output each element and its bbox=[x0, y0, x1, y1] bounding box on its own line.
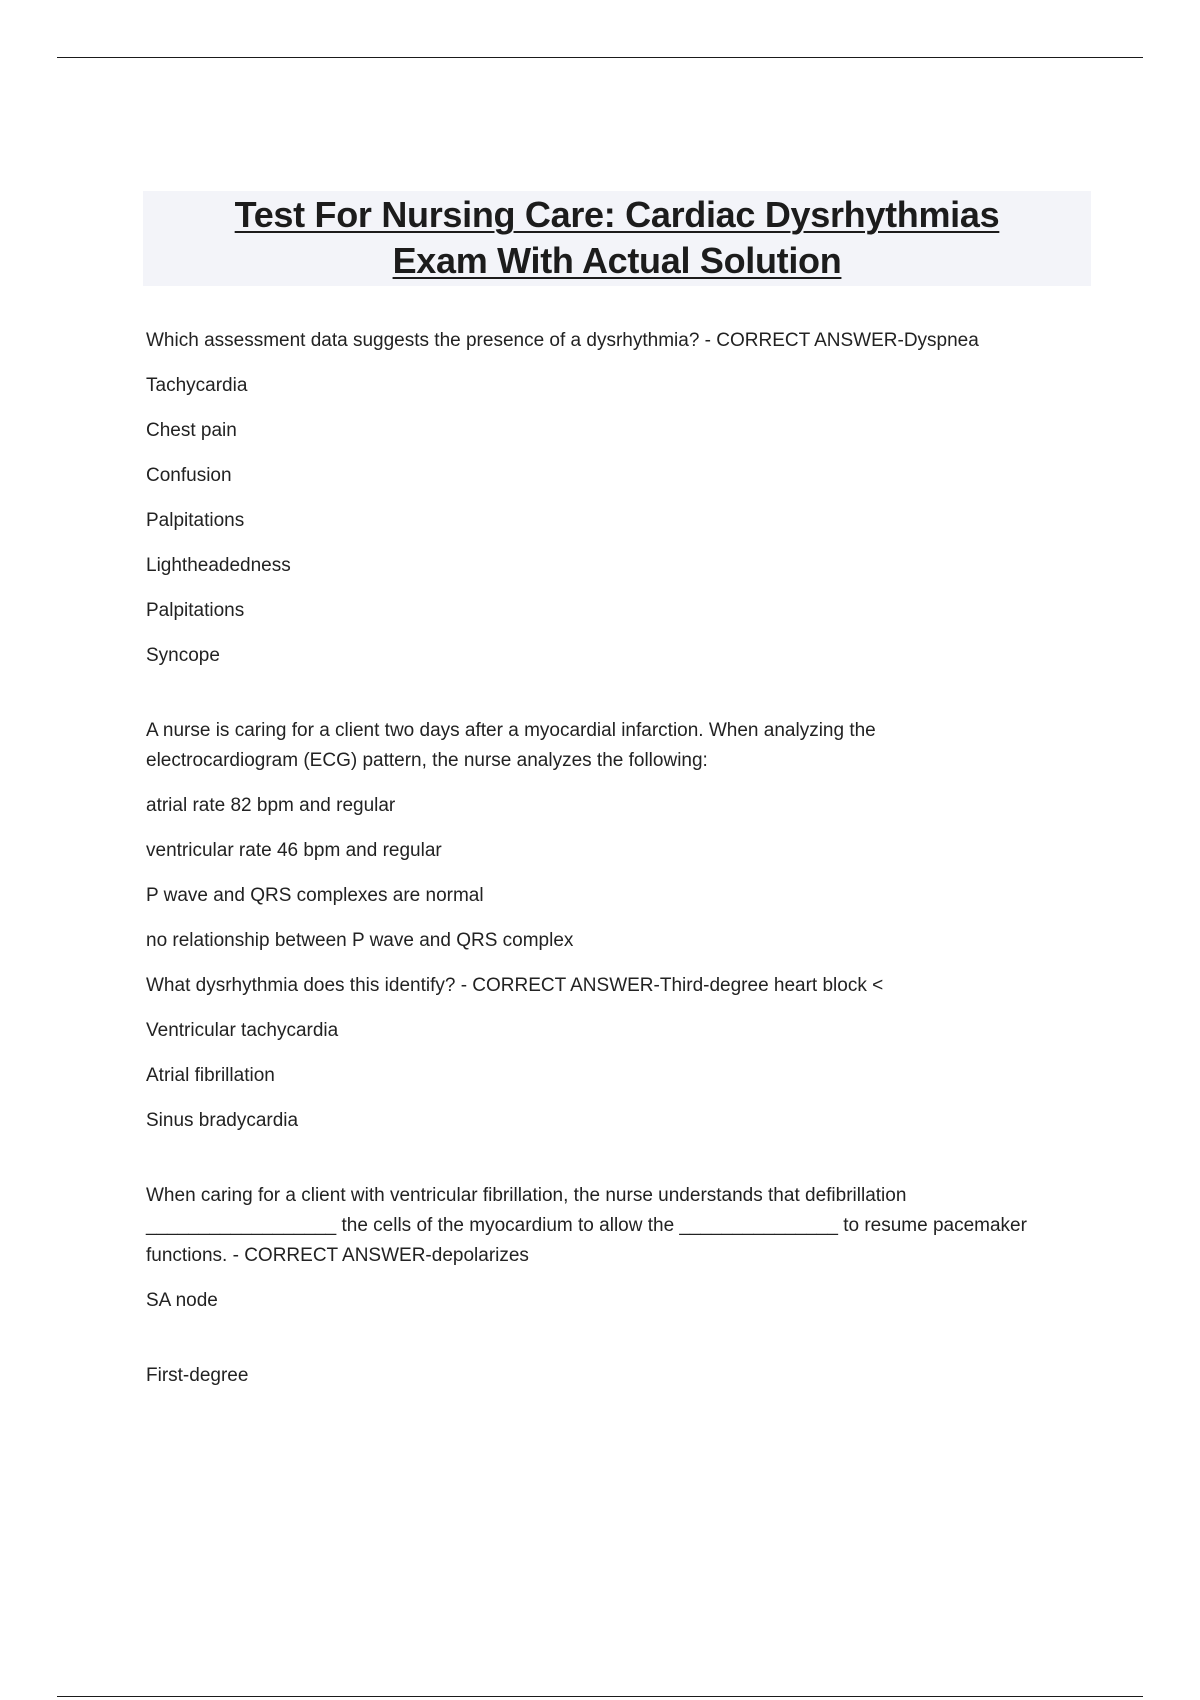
question-text: electrocardiogram (ECG) pattern, the nurse analyzes the following: bbox=[146, 750, 708, 771]
question-text: functions. - CORRECT ANSWER-depolarizes bbox=[146, 1245, 529, 1266]
document-title bbox=[143, 191, 1091, 286]
answer-line: Tachycardia bbox=[146, 375, 248, 396]
title-line-1: Test For Nursing Care: Cardiac Dysrhythmias bbox=[234, 194, 1000, 235]
question-block-2 bbox=[146, 716, 1096, 1136]
bottom-rule bbox=[57, 1696, 1143, 1697]
block-spacer bbox=[146, 1316, 1096, 1361]
answer-line: P wave and QRS complexes are normal bbox=[146, 885, 484, 906]
answer-line: What dysrhythmia does this identify? - CORRECT ANSWER-Third-degree heart block < bbox=[146, 975, 884, 996]
answer-line: no relationship between P wave and QRS complex bbox=[146, 930, 574, 951]
question-text: A nurse is caring for a client two days after a myocardial infarction. When analyzing the bbox=[146, 720, 876, 741]
answer-line: Lightheadedness bbox=[146, 555, 291, 576]
question-text: __________________ the cells of the myocardium to allow the _______________ to resume pacemaker bbox=[146, 1215, 1027, 1236]
question-block-1 bbox=[146, 326, 1096, 671]
answer-line: ventricular rate 46 bpm and regular bbox=[146, 840, 442, 861]
question-block-3 bbox=[146, 1181, 1096, 1391]
answer-line: Confusion bbox=[146, 465, 232, 486]
title-line-2: Exam With Actual Solution bbox=[392, 240, 842, 281]
answer-line: SA node bbox=[146, 1290, 218, 1311]
answer-line: Syncope bbox=[146, 645, 220, 666]
answer-line: Palpitations bbox=[146, 510, 245, 531]
question-text: Which assessment data suggests the presence of a dysrhythmia? - CORRECT ANSWER-Dyspnea bbox=[146, 330, 979, 351]
answer-line: Atrial fibrillation bbox=[146, 1065, 275, 1086]
answer-line: Sinus bradycardia bbox=[146, 1110, 299, 1131]
answer-line: atrial rate 82 bpm and regular bbox=[146, 795, 396, 816]
answer-line: Chest pain bbox=[146, 420, 237, 441]
answer-line: Palpitations bbox=[146, 600, 245, 621]
answer-line: Ventricular tachycardia bbox=[146, 1020, 339, 1041]
answer-line: First-degree bbox=[146, 1365, 249, 1386]
top-rule bbox=[57, 57, 1143, 58]
block-spacer bbox=[146, 1136, 1096, 1181]
block-spacer bbox=[146, 671, 1096, 716]
question-text: When caring for a client with ventricular fibrillation, the nurse understands that defibrillation bbox=[146, 1185, 907, 1206]
document-body bbox=[146, 326, 1096, 1391]
